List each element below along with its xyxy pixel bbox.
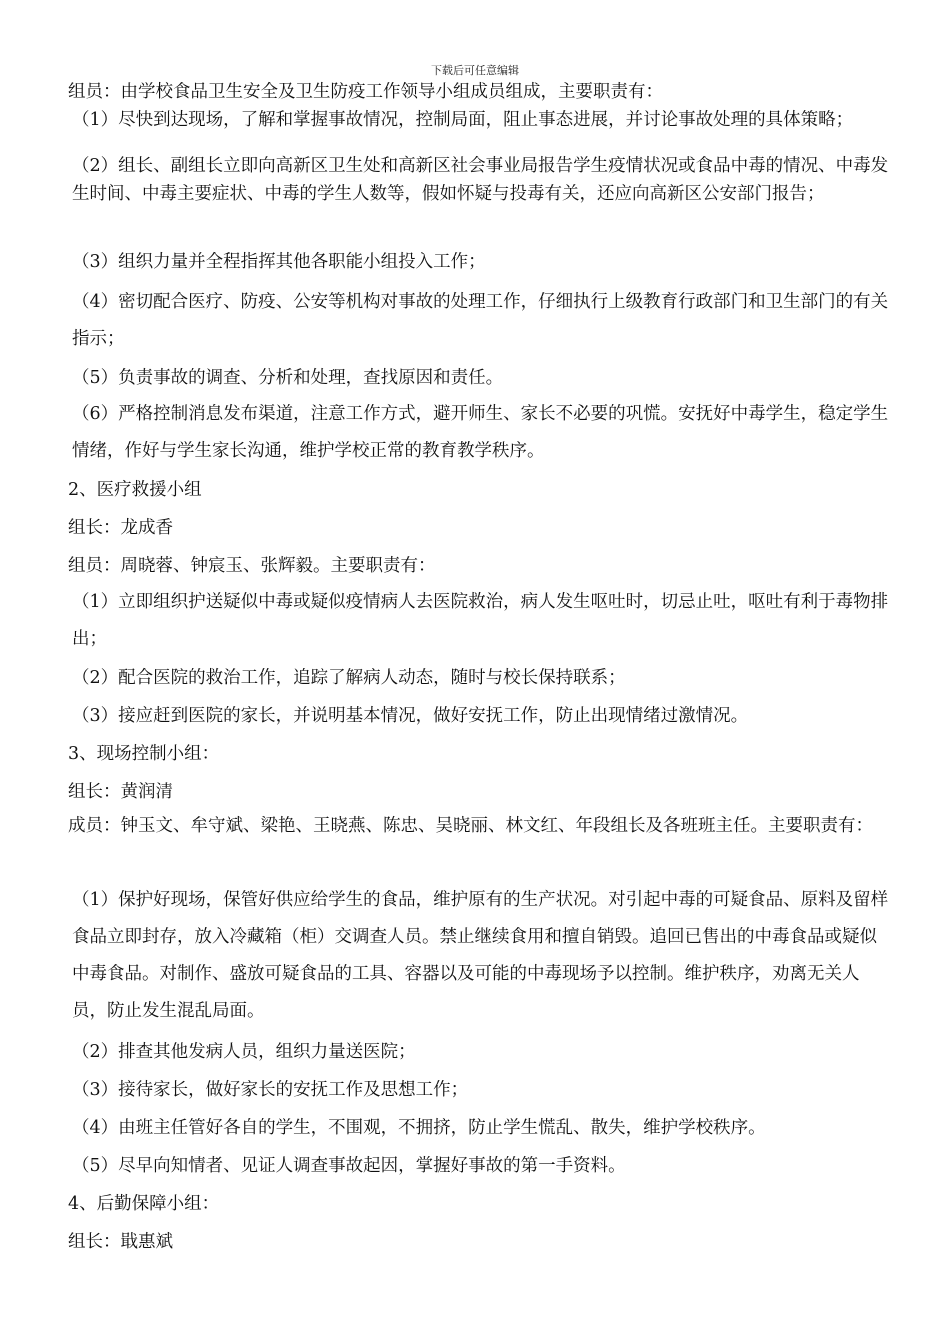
section-heading-medical: 2、医疗救援小组 bbox=[68, 480, 202, 500]
onsite-leader: 组长：黄润清 bbox=[68, 782, 173, 802]
logistics-leader: 组长：戢惠斌 bbox=[68, 1232, 173, 1252]
onsite-item-2: （2）排查其他发病人员，组织力量送医院； bbox=[72, 1042, 416, 1062]
onsite-item-4: （4）由班主任管好各自的学生，不围观，不拥挤，防止学生慌乱、散失，维护学校秩序。 bbox=[72, 1118, 766, 1138]
paragraph-item-2: （2）组长、副组长立即向高新区卫生处和高新区社会事业局报告学生疫情状况或食品中毒的情况、中毒发生时间、中毒主要症状、中毒的学生人数等，假如怀疑与投毒有关，还应向高新区公安部门报告； bbox=[72, 156, 889, 204]
medical-leader: 组长：龙成香 bbox=[68, 518, 173, 538]
paragraph-item-3: （3）组织力量并全程指挥其他各职能小组投入工作； bbox=[72, 252, 486, 272]
onsite-item-5: （5）尽早向知情者、见证人调查事故起因，掌握好事故的第一手资料。 bbox=[72, 1156, 626, 1176]
medical-item-1: （1）立即组织护送疑似中毒或疑似疫情病人去医院救治，病人发生呕吐时，切忌止吐，呕吐有利于毒物排出； bbox=[72, 592, 889, 649]
page-header: 下载后可任意编辑 bbox=[431, 64, 519, 77]
medical-item-2: （2）配合医院的救治工作，追踪了解病人动态，随时与校长保持联系； bbox=[72, 668, 626, 688]
paragraph-item-6: （6）严格控制消息发布渠道，注意工作方式，避开师生、家长不必要的巩慌。安抚好中毒学生，稳定学生情绪，作好与学生家长沟通，维护学校正常的教育教学秩序。 bbox=[72, 404, 889, 461]
paragraph-item-5: （5）负责事故的调查、分析和处理，查找原因和责任。 bbox=[72, 368, 504, 388]
onsite-item-3: （3）接待家长，做好家长的安抚工作及思想工作； bbox=[72, 1080, 469, 1100]
paragraph-item-4: （4）密切配合医疗、防疫、公安等机构对事故的处理工作，仔细执行上级教育行政部门和卫生部门的有关指示； bbox=[72, 292, 889, 349]
medical-item-3: （3）接应赶到医院的家长，并说明基本情况，做好安抚工作，防止出现情绪过激情况。 bbox=[72, 706, 749, 726]
section-heading-logistics: 4、后勤保障小组： bbox=[68, 1194, 220, 1214]
paragraph-members-intro: 组员：由学校食品卫生安全及卫生防疫工作领导小组成员组成，主要职责有： bbox=[68, 82, 663, 102]
onsite-members: 成员：钟玉文、牟守斌、梁艳、王晓燕、陈忠、吴晓丽、林文红、年段组长及各班班主任。主要职责有： bbox=[68, 816, 873, 836]
section-heading-onsite: 3、现场控制小组： bbox=[68, 744, 220, 764]
onsite-item-1: （1）保护好现场，保管好供应给学生的食品，维护原有的生产状况。对引起中毒的可疑食品、原料及留样食品立即封存，放入冷藏箱（柜）交调查人员。禁止继续食用和擅自销毁。追回已售出的中毒食品或疑似中毒食品。对制作、盛放可疑食品的工具、容器以及可能的中毒现场予以控制。维护秩序，劝离无关人员，防止发生混乱局面。 bbox=[72, 890, 889, 1021]
medical-members: 组员：周晓蓉、钟宸玉、张辉毅。主要职责有： bbox=[68, 556, 436, 576]
paragraph-item-1: （1）尽快到达现场，了解和掌握事故情况，控制局面，阻止事态进展，并讨论事故处理的具体策略； bbox=[72, 110, 854, 130]
